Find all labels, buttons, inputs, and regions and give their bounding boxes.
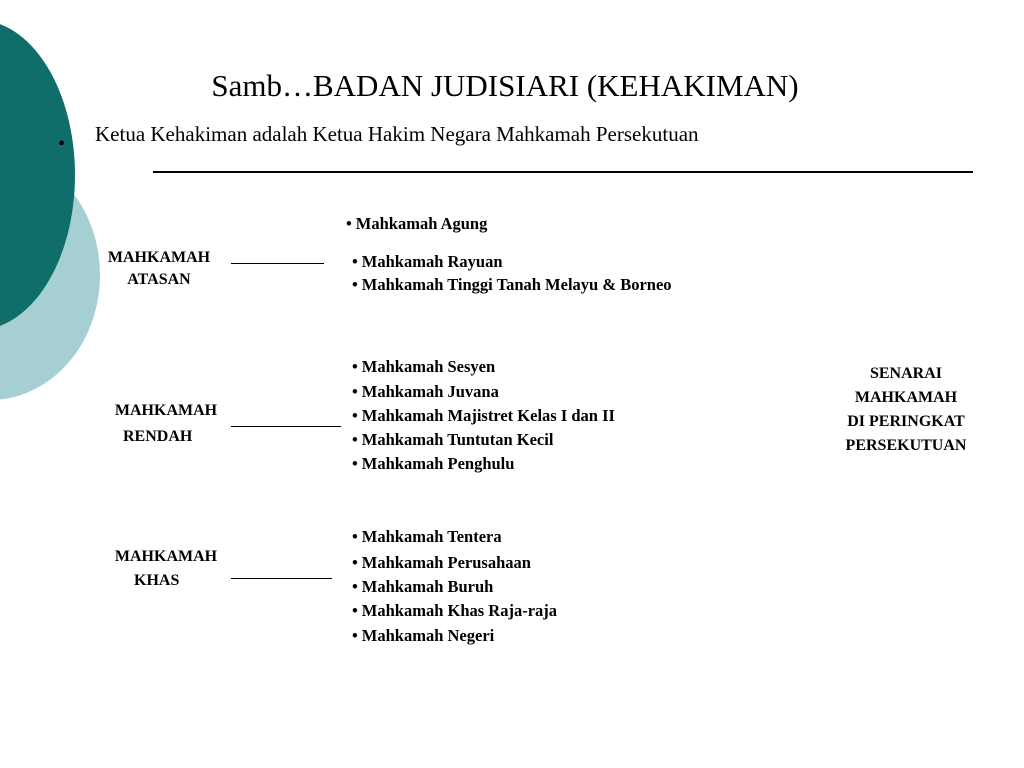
list-item [352,405,615,427]
bullet: • [352,406,358,425]
list-item [352,600,557,622]
bullet: • [346,214,352,233]
list-item [352,274,672,296]
bullet: • [352,577,358,596]
list-item [352,453,514,475]
item-text: Mahkamah Rayuan [361,252,503,271]
category-label-line: RENDAH [123,428,193,445]
side-note [826,362,986,458]
item-text: Mahkamah Buruh [361,577,494,596]
bullet: • [352,275,358,294]
bullet: • [352,252,358,271]
category-label-line: MAHKAMAH [107,249,211,266]
bullet: • [352,382,358,401]
item-text: Mahkamah Khas Raja-raja [361,601,558,620]
bullet: • [352,527,358,546]
bullet: • [352,601,358,620]
list-item [352,356,495,378]
list-item [352,526,502,548]
side-note-line: PERSEKUTUAN [845,437,967,454]
connector-line-atasan [231,263,324,264]
page-title: Samb…BADAN JUDISIARI (KEHAKIMAN) [211,68,799,103]
bullet: • [352,626,358,645]
category-label-line: KHAS [134,572,180,589]
item-text: Mahkamah Tuntutan Kecil [361,430,554,449]
side-note-line: MAHKAMAH [854,389,958,406]
intro-bullet: • [58,133,66,155]
item-text: Mahkamah Negeri [361,626,495,645]
list-item [352,429,553,451]
list-item [352,552,531,574]
side-note-line: SENARAI [869,365,942,382]
item-text: Mahkamah Penghulu [361,454,515,473]
header-rule [153,171,973,173]
list-item [346,213,487,235]
list-item [352,576,493,598]
connector-line-khas [231,578,332,579]
item-text: Mahkamah Tinggi Tanah Melayu & Borneo [361,275,672,294]
list-item [352,625,494,647]
bullet: • [352,357,358,376]
category-label-khas [98,545,234,593]
item-text: Mahkamah Juvana [361,382,499,401]
bullet: • [352,430,358,449]
item-text: Mahkamah Majistret Kelas I dan II [361,406,615,425]
bullet: • [352,454,358,473]
category-label-line: MAHKAMAH [114,402,218,419]
item-text: Mahkamah Agung [355,214,488,233]
category-label-atasan [92,247,226,291]
category-label-rendah [98,398,234,450]
item-text: Mahkamah Sesyen [361,357,496,376]
bullet: • [352,553,358,572]
list-item [352,251,503,273]
connector-line-rendah [231,426,341,427]
category-label-line: ATASAN [127,271,191,288]
list-item [352,381,499,403]
item-text: Mahkamah Perusahaan [361,553,531,572]
item-text: Mahkamah Tentera [361,527,502,546]
intro-text: Ketua Kehakiman adalah Ketua Hakim Negara Mahkamah Persekutuan [95,122,699,146]
category-label-line: MAHKAMAH [114,548,218,565]
side-note-line: DI PERINGKAT [847,413,965,430]
